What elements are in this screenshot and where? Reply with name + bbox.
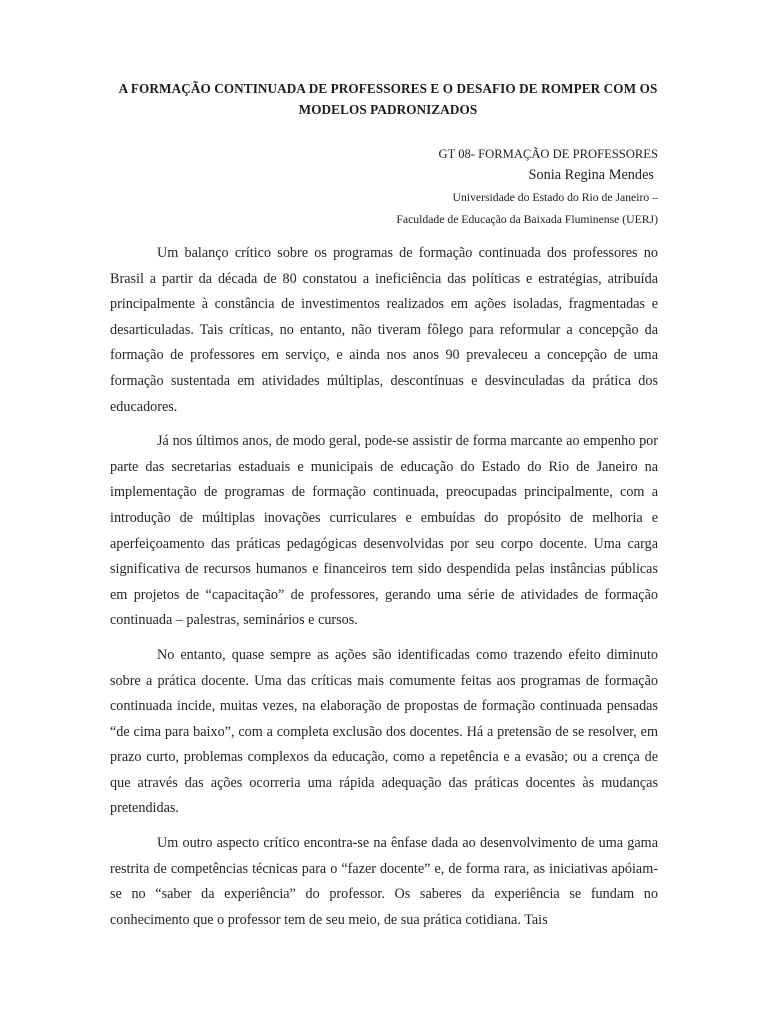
paragraph: Já nos últimos anos, de modo geral, pode-se assistir de forma marcante ao empenho por parte das secretarias estaduais e municipais de educação do Estado do Rio de Janeiro na implementação de programas de formação continuada, preocupadas principalmente, com a introdução de múltiplas inovações curriculares e embuídas do propósito de melhoria e aperfeiçoamento das práticas pedagógicas desenvolvidas por seu corpo docente. Uma carga significativa de recursos humanos e financeiros tem sido despendida pelas instâncias públicas em projetos de “capacitação” de professores, gerando uma série de atividades de formação continuada – palestras, seminários e cursos. <box>110 433 658 629</box>
paragraph: No entanto, quase sempre as ações são identificadas como trazendo efeito diminuto sobre a prática docente. Uma das críticas mais comumente feitas aos programas de formação continuada incide, muitas vezes, na elaboração de propostas de formação continuada pensadas “de cima para baixo”, com a completa exclusão dos docentes. Há a pretensão de se resolver, em prazo curto, problemas complexos da educação, como a repetência e a evasão; ou a crença de que através das ações ocorreria uma rápida adequação das práticas docentes às mudanças pretendidas. <box>110 646 658 817</box>
institution-line-1: Universidade do Estado do Rio de Janeiro – <box>452 191 658 204</box>
document-title <box>118 78 658 120</box>
body-text <box>110 241 658 933</box>
title-line-1: A FORMAÇÃO CONTINUADA DE PROFESSORES E O DESAFIO DE ROMPER COM OS <box>118 81 658 96</box>
institution-line-2: Faculdade de Educação da Baixada Fluminense (UERJ) <box>396 213 658 226</box>
title-line-2: MODELOS PADRONIZADOS <box>298 102 478 117</box>
working-group: GT 08- FORMAÇÃO DE PROFESSORES <box>438 147 658 161</box>
author-name: Sonia Regina Mendes <box>528 167 654 183</box>
paragraph: Um balanço crítico sobre os programas de formação continuada dos professores no Brasil a partir da década de 80 constatou a ineficiência das políticas e estratégias, atribuída principalmente à constância de investimentos realizados em ações isoladas, fragmentadas e desarticuladas. Tais críticas, no entanto, não tiveram fôlego para reformular a concepção da formação de professores em serviço, e ainda nos anos 90 prevaleceu a concepção de uma formação sustentada em atividades múltiplas, descontínuas e desvinculadas da prática dos educadores. <box>110 245 658 415</box>
paragraph: Um outro aspecto crítico encontra-se na ênfase dada ao desenvolvimento de uma gama restrita de competências técnicas para o “fazer docente” e, de forma rara, as iniciativas apóiam-se no “saber da experiência” do professor. Os saberes da experiência se fundam no conhecimento que o professor tem de seu meio, de sua prática cotidiana. Tais <box>110 835 658 928</box>
document-meta <box>110 145 658 231</box>
